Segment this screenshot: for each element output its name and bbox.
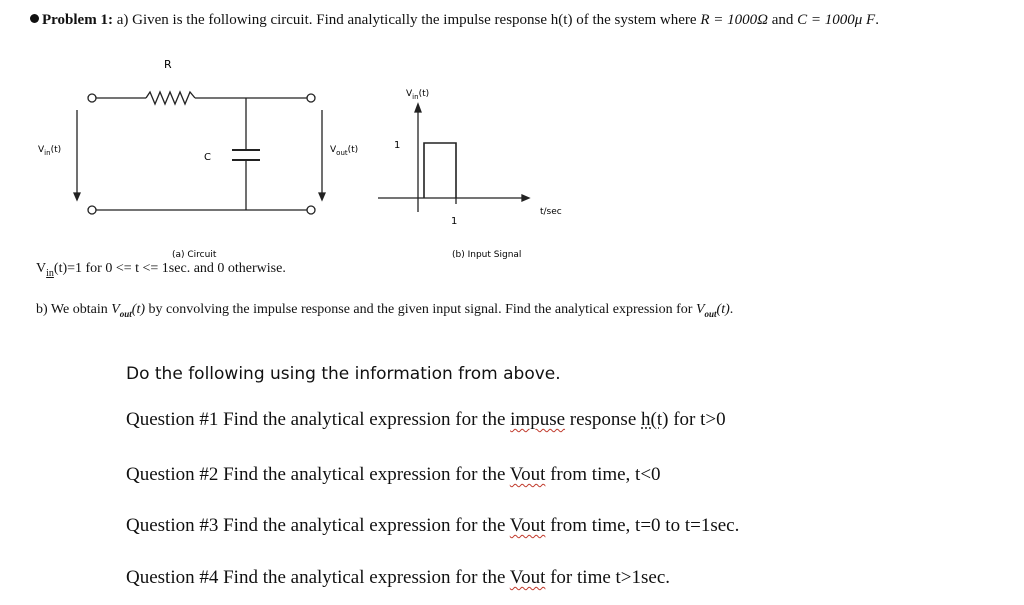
question-1	[126, 409, 726, 431]
question-4	[126, 567, 670, 589]
resistor-zigzag	[146, 92, 195, 104]
question-2-vout: Vout	[509, 464, 546, 485]
part-b-text-mid: by convolving the impulse response and the given input signal. Find the analytical expression for	[145, 302, 696, 317]
circuit-diagram	[74, 92, 325, 214]
signal-caption: (b) Input Signal	[452, 250, 522, 260]
vin-arrow-head	[74, 193, 80, 200]
vout-symbol: $V_{out}(t)$	[111, 302, 146, 319]
terminal-bottom-right	[307, 206, 315, 214]
x-axis-arrow	[522, 195, 529, 201]
resistor-label: R	[164, 58, 172, 71]
part-b-end: .	[729, 302, 734, 317]
question-2-text: Question #2 Find the analytical expression for the	[126, 464, 510, 485]
vin-symbol: V	[36, 261, 47, 276]
vout-symbol-2: $V_{out}(t)$	[695, 302, 730, 319]
capacitance-value: C = 1000μ F	[797, 12, 876, 28]
y-axis-arrow	[415, 104, 421, 112]
vin-definition-text: (t)=1 for 0 <= t <= 1sec. and 0 otherwise.	[53, 261, 286, 276]
question-1-end: for t>0	[668, 409, 726, 430]
part-b-text: b) We obtain	[36, 302, 112, 317]
signal-x-label: t/sec	[540, 207, 562, 217]
vin-definition	[36, 261, 286, 279]
circuit-caption: (a) Circuit	[172, 250, 217, 260]
question-1-impuse: impuse	[510, 409, 566, 430]
terminal-top-right	[307, 94, 315, 102]
capacitor-label: C	[204, 152, 211, 163]
question-1-ht: h(t)	[641, 409, 669, 430]
part-b-statement	[36, 302, 733, 319]
terminal-bottom-left	[88, 206, 96, 214]
question-3-vout: Vout	[509, 515, 546, 536]
question-3-text: Question #3 Find the analytical expression for the	[126, 515, 510, 536]
question-4-vout: Vout	[509, 567, 546, 588]
input-signal-graph	[378, 104, 529, 212]
instructions: Do the following using the information from above.	[126, 364, 561, 384]
problem-label: Problem 1:	[42, 12, 113, 28]
question-1-mid: response	[565, 409, 642, 430]
problem-end: .	[875, 12, 879, 28]
and-text: and	[767, 12, 798, 28]
question-1-text: Question #1 Find the analytical expression for the	[126, 409, 511, 430]
resistance-value: R = 1000Ω	[700, 12, 768, 28]
question-2	[126, 464, 661, 486]
terminal-top-left	[88, 94, 96, 102]
pulse-signal	[424, 143, 456, 198]
vout-arrow-head	[319, 193, 325, 200]
signal-y-label: $V_{in}(t)$	[406, 89, 430, 101]
vout-label: $V_{out}(t)$	[330, 145, 359, 157]
vin-subscript: in	[46, 267, 54, 279]
signal-x-tick: 1	[451, 216, 458, 227]
problem-text: a) Given is the following circuit. Find analytically the impulse response h(t) of the system where	[112, 12, 701, 28]
question-3	[126, 515, 739, 537]
question-4-end: for time t>1sec.	[545, 567, 671, 588]
question-4-text: Question #4 Find the analytical expression for the	[126, 567, 510, 588]
question-3-end: from time, t=0 to t=1sec.	[545, 515, 740, 536]
signal-y-tick: 1	[394, 140, 401, 151]
question-2-end: from time, t<0	[545, 464, 661, 485]
vin-label: $V_{in}(t)$	[38, 145, 62, 157]
